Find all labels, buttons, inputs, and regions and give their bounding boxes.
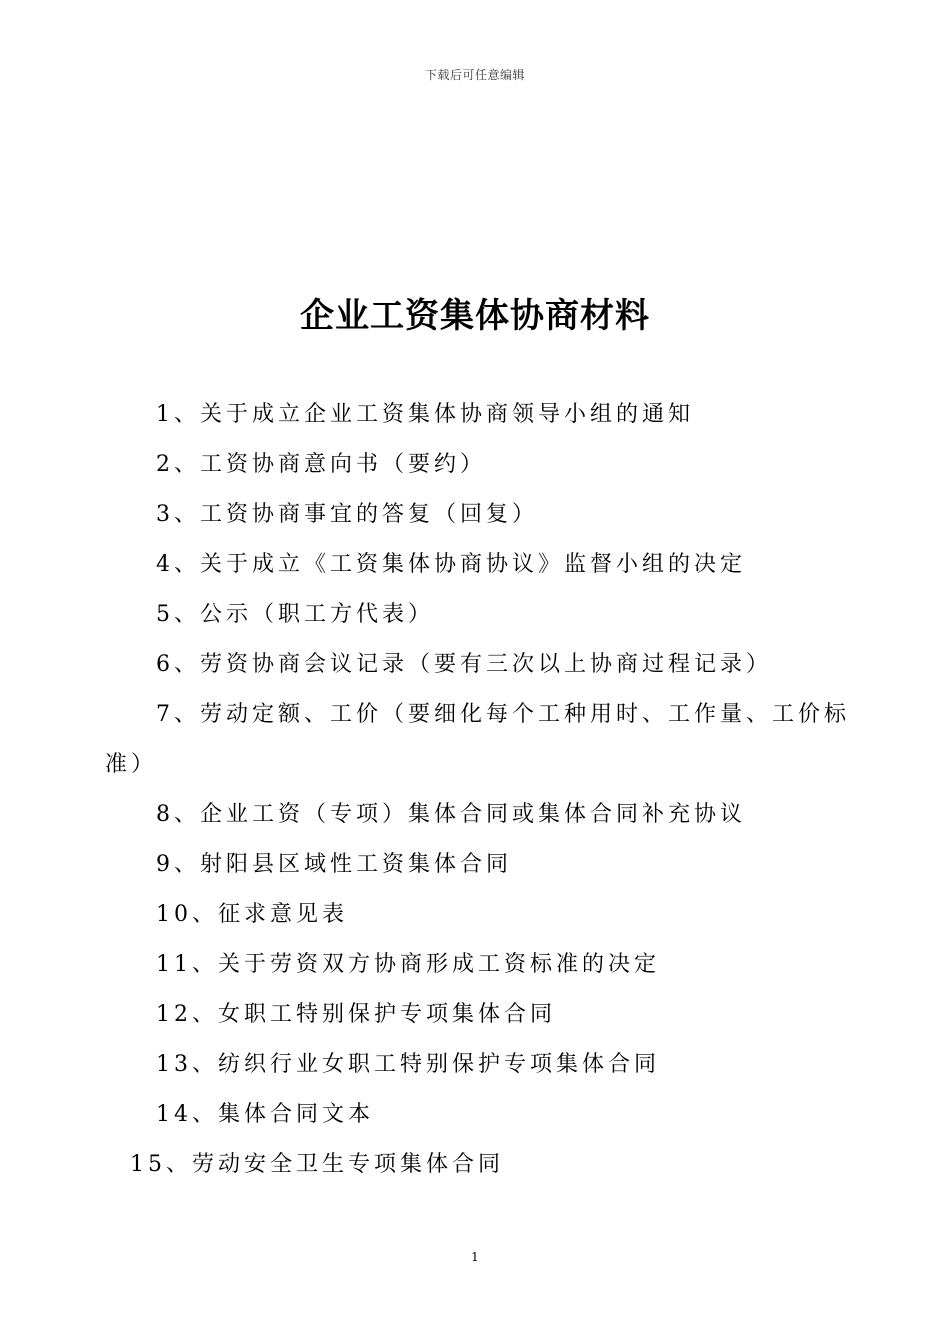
list-item: 4、关于成立《工资集体协商协议》监督小组的决定 [156, 552, 746, 577]
list-item: 13、纺织行业女职工特别保护专项集体合同 [156, 1052, 660, 1077]
header-note: 下载后可任意编辑 [424, 68, 525, 82]
document-title: 企业工资集体协商材料 [300, 296, 650, 336]
list-item: 10、征求意见表 [156, 902, 348, 927]
list-item: 11、关于劳资双方协商形成工资标准的决定 [156, 952, 660, 977]
list-item: 14、集体合同文本 [156, 1102, 374, 1127]
list-item: 5、公示（职工方代表） [156, 602, 434, 627]
list-item: 7、劳动定额、工价（要细化每个工种用时、工作量、工价标准） [105, 702, 850, 777]
list-item: 3、工资协商事宜的答复（回复） [156, 502, 538, 527]
list-item: 8、企业工资（专项）集体合同或集体合同补充协议 [156, 802, 746, 827]
list-item: 12、女职工特别保护专项集体合同 [156, 1002, 556, 1027]
list-item: 6、劳资协商会议记录（要有三次以上协商过程记录） [156, 652, 772, 677]
list-item: 15、劳动安全卫生专项集体合同 [130, 1152, 504, 1177]
list-item: 1、关于成立企业工资集体协商领导小组的通知 [156, 402, 694, 427]
material-list [105, 390, 850, 1190]
list-item: 2、工资协商意向书（要约） [156, 452, 486, 477]
list-item: 9、射阳县区域性工资集体合同 [156, 852, 512, 877]
page-number: 1 [471, 1250, 479, 1264]
